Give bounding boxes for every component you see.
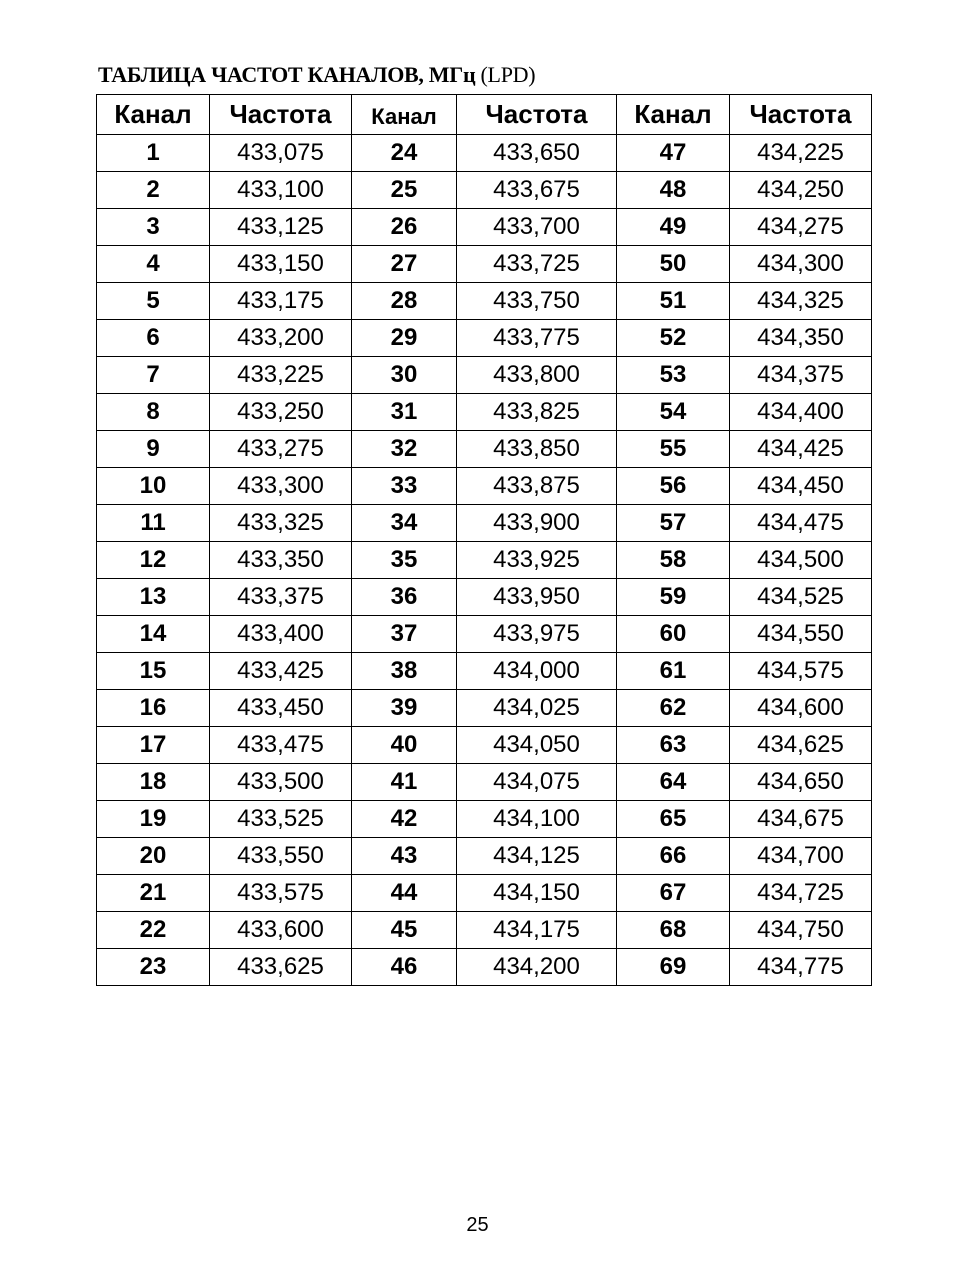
frequency-cell: 433,400	[210, 616, 352, 653]
channel-cell: 52	[617, 320, 730, 357]
channel-cell: 22	[97, 912, 210, 949]
table-row	[97, 357, 872, 394]
table-row	[97, 875, 872, 912]
frequency-cell: 434,200	[457, 949, 617, 986]
frequency-cell: 434,650	[730, 764, 872, 801]
channel-cell: 37	[352, 616, 457, 653]
frequency-cell: 434,700	[730, 838, 872, 875]
frequency-cell: 434,750	[730, 912, 872, 949]
channel-cell: 64	[617, 764, 730, 801]
frequency-cell: 433,150	[210, 246, 352, 283]
frequency-cell: 434,550	[730, 616, 872, 653]
frequency-cell: 433,575	[210, 875, 352, 912]
table-row	[97, 320, 872, 357]
channel-cell: 69	[617, 949, 730, 986]
channel-cell: 44	[352, 875, 457, 912]
channel-cell: 57	[617, 505, 730, 542]
frequency-cell: 433,250	[210, 394, 352, 431]
frequency-cell: 434,325	[730, 283, 872, 320]
channel-cell: 51	[617, 283, 730, 320]
frequency-cell: 434,175	[457, 912, 617, 949]
frequency-cell: 434,375	[730, 357, 872, 394]
channel-cell: 31	[352, 394, 457, 431]
table-row	[97, 135, 872, 172]
frequency-cell: 434,600	[730, 690, 872, 727]
frequency-cell: 433,875	[457, 468, 617, 505]
channel-cell: 38	[352, 653, 457, 690]
frequency-cell: 434,275	[730, 209, 872, 246]
table-row	[97, 727, 872, 764]
frequency-cell: 434,025	[457, 690, 617, 727]
channel-cell: 36	[352, 579, 457, 616]
table-row	[97, 505, 872, 542]
table-row	[97, 172, 872, 209]
frequency-cell: 433,950	[457, 579, 617, 616]
frequency-cell: 434,500	[730, 542, 872, 579]
channel-cell: 41	[352, 764, 457, 801]
frequency-cell: 434,125	[457, 838, 617, 875]
channel-cell: 46	[352, 949, 457, 986]
channel-cell: 6	[97, 320, 210, 357]
frequency-cell: 434,300	[730, 246, 872, 283]
channel-cell: 39	[352, 690, 457, 727]
frequency-cell: 434,400	[730, 394, 872, 431]
frequency-cell: 433,425	[210, 653, 352, 690]
channel-cell: 49	[617, 209, 730, 246]
channel-cell: 30	[352, 357, 457, 394]
header-channel: Канал	[97, 95, 210, 135]
channel-cell: 42	[352, 801, 457, 838]
frequency-cell: 433,675	[457, 172, 617, 209]
frequency-cell: 433,325	[210, 505, 352, 542]
frequency-cell: 433,825	[457, 394, 617, 431]
header-frequency: Частота	[210, 95, 352, 135]
channel-cell: 24	[352, 135, 457, 172]
channel-cell: 34	[352, 505, 457, 542]
channel-cell: 1	[97, 135, 210, 172]
channel-cell: 56	[617, 468, 730, 505]
frequency-cell: 433,275	[210, 431, 352, 468]
table-row	[97, 246, 872, 283]
frequency-cell: 433,225	[210, 357, 352, 394]
table-body	[97, 135, 872, 986]
channel-cell: 50	[617, 246, 730, 283]
header-channel: Канал	[352, 95, 457, 135]
channel-cell: 59	[617, 579, 730, 616]
frequency-cell: 434,525	[730, 579, 872, 616]
channel-cell: 27	[352, 246, 457, 283]
table-row	[97, 283, 872, 320]
channel-cell: 20	[97, 838, 210, 875]
channel-cell: 17	[97, 727, 210, 764]
frequency-cell: 433,900	[457, 505, 617, 542]
frequency-cell: 434,250	[730, 172, 872, 209]
frequency-cell: 433,200	[210, 320, 352, 357]
table-row	[97, 653, 872, 690]
channel-cell: 65	[617, 801, 730, 838]
channel-cell: 13	[97, 579, 210, 616]
channel-cell: 45	[352, 912, 457, 949]
page-number: 25	[466, 1214, 489, 1236]
title-text: ТАБЛИЦА ЧАСТОТ КАНАЛОВ, МГц	[98, 62, 476, 87]
frequency-cell: 433,600	[210, 912, 352, 949]
channel-cell: 62	[617, 690, 730, 727]
channel-cell: 12	[97, 542, 210, 579]
frequency-cell: 433,625	[210, 949, 352, 986]
frequency-cell: 433,850	[457, 431, 617, 468]
frequency-cell: 433,175	[210, 283, 352, 320]
frequency-cell: 433,350	[210, 542, 352, 579]
frequency-cell: 433,975	[457, 616, 617, 653]
frequency-cell: 434,675	[730, 801, 872, 838]
channel-frequency-table	[96, 94, 872, 986]
channel-cell: 33	[352, 468, 457, 505]
table-row	[97, 690, 872, 727]
channel-cell: 55	[617, 431, 730, 468]
frequency-cell: 434,575	[730, 653, 872, 690]
channel-cell: 5	[97, 283, 210, 320]
table-row	[97, 801, 872, 838]
frequency-cell: 434,625	[730, 727, 872, 764]
channel-cell: 60	[617, 616, 730, 653]
channel-cell: 40	[352, 727, 457, 764]
frequency-cell: 433,775	[457, 320, 617, 357]
table-row	[97, 579, 872, 616]
frequency-cell: 433,450	[210, 690, 352, 727]
frequency-cell: 433,925	[457, 542, 617, 579]
frequency-cell: 434,000	[457, 653, 617, 690]
frequency-cell: 433,500	[210, 764, 352, 801]
frequency-cell: 434,100	[457, 801, 617, 838]
table-row	[97, 468, 872, 505]
channel-cell: 58	[617, 542, 730, 579]
table-row	[97, 764, 872, 801]
frequency-cell: 433,100	[210, 172, 352, 209]
frequency-cell: 433,125	[210, 209, 352, 246]
frequency-cell: 434,050	[457, 727, 617, 764]
channel-cell: 4	[97, 246, 210, 283]
frequency-cell: 434,350	[730, 320, 872, 357]
table-title	[98, 62, 535, 88]
frequency-cell: 433,700	[457, 209, 617, 246]
frequency-cell: 433,650	[457, 135, 617, 172]
channel-cell: 47	[617, 135, 730, 172]
table-row	[97, 431, 872, 468]
frequency-cell: 433,075	[210, 135, 352, 172]
frequency-cell: 434,475	[730, 505, 872, 542]
frequency-cell: 433,725	[457, 246, 617, 283]
title-suffix: (LPD)	[480, 62, 536, 87]
table-row	[97, 949, 872, 986]
channel-cell: 14	[97, 616, 210, 653]
channel-cell: 11	[97, 505, 210, 542]
channel-cell: 7	[97, 357, 210, 394]
header-frequency: Частота	[457, 95, 617, 135]
channel-cell: 3	[97, 209, 210, 246]
channel-cell: 16	[97, 690, 210, 727]
frequency-cell: 433,475	[210, 727, 352, 764]
channel-cell: 43	[352, 838, 457, 875]
frequency-cell: 434,425	[730, 431, 872, 468]
channel-cell: 8	[97, 394, 210, 431]
channel-cell: 2	[97, 172, 210, 209]
channel-cell: 10	[97, 468, 210, 505]
channel-cell: 18	[97, 764, 210, 801]
channel-cell: 66	[617, 838, 730, 875]
header-frequency: Частота	[730, 95, 872, 135]
channel-cell: 26	[352, 209, 457, 246]
channel-cell: 32	[352, 431, 457, 468]
frequency-cell: 433,550	[210, 838, 352, 875]
channel-cell: 21	[97, 875, 210, 912]
frequency-cell: 434,225	[730, 135, 872, 172]
frequency-cell: 434,775	[730, 949, 872, 986]
channel-cell: 29	[352, 320, 457, 357]
channel-cell: 35	[352, 542, 457, 579]
channel-cell: 9	[97, 431, 210, 468]
channel-cell: 63	[617, 727, 730, 764]
header-row	[97, 95, 872, 135]
header-channel: Канал	[617, 95, 730, 135]
channel-cell: 61	[617, 653, 730, 690]
frequency-cell: 434,150	[457, 875, 617, 912]
channel-cell: 68	[617, 912, 730, 949]
frequency-cell: 433,300	[210, 468, 352, 505]
frequency-cell: 433,525	[210, 801, 352, 838]
table-row	[97, 209, 872, 246]
table-row	[97, 542, 872, 579]
channel-cell: 25	[352, 172, 457, 209]
frequency-cell: 434,075	[457, 764, 617, 801]
channel-cell: 54	[617, 394, 730, 431]
channel-cell: 19	[97, 801, 210, 838]
frequency-cell: 433,800	[457, 357, 617, 394]
table-row	[97, 616, 872, 653]
frequency-cell: 433,375	[210, 579, 352, 616]
table-row	[97, 838, 872, 875]
frequency-cell: 434,725	[730, 875, 872, 912]
channel-cell: 53	[617, 357, 730, 394]
channel-cell: 48	[617, 172, 730, 209]
table-row	[97, 394, 872, 431]
frequency-cell: 433,750	[457, 283, 617, 320]
frequency-cell: 434,450	[730, 468, 872, 505]
table-row	[97, 912, 872, 949]
channel-cell: 67	[617, 875, 730, 912]
channel-cell: 15	[97, 653, 210, 690]
channel-cell: 28	[352, 283, 457, 320]
channel-cell: 23	[97, 949, 210, 986]
